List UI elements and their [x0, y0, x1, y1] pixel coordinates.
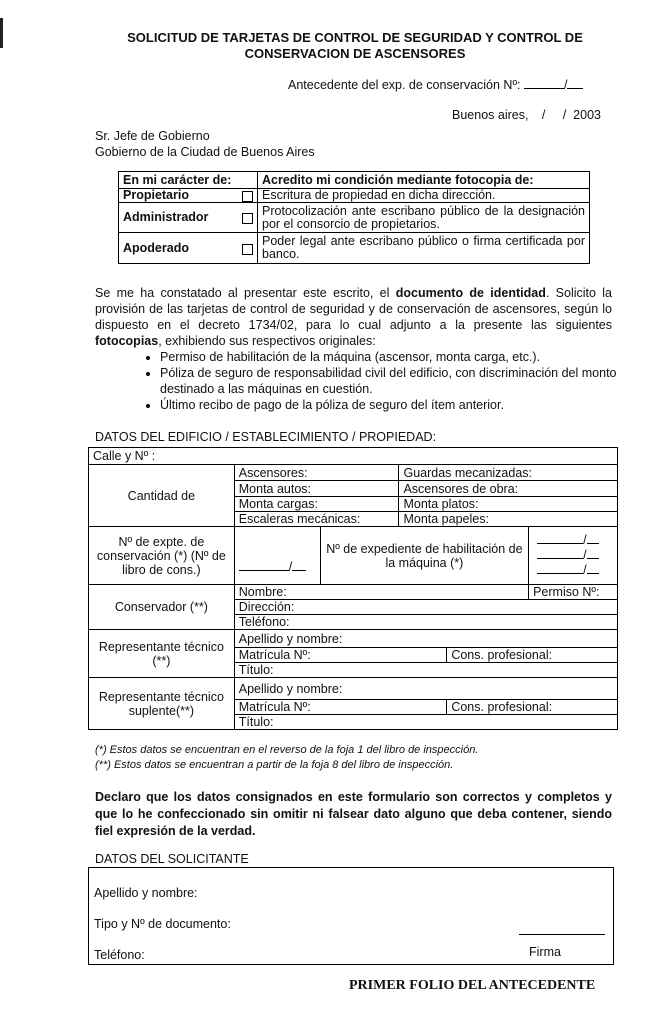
solicitante-documento[interactable]: Tipo y Nº de documento:: [94, 917, 231, 931]
form-title: [100, 30, 610, 62]
rep-sup-apellido[interactable]: Apellido y nombre:: [234, 678, 617, 700]
rep-tecnico-label: Representante técnico (**): [89, 630, 235, 678]
antecedente-blank-2[interactable]: [567, 88, 583, 89]
requisitos-list: [134, 349, 640, 413]
cantidad-ascensores[interactable]: Ascensores:: [234, 465, 399, 481]
rep-sup-titulo[interactable]: Título:: [234, 715, 617, 730]
conservador-nombre[interactable]: Nombre:: [234, 585, 528, 600]
rep-suplente-label: Representante técnico suplente(**): [89, 678, 235, 730]
solicitud-paragraph: Se me ha constatado al presentar este escrito, el documento de identidad. Solicito la provisión de las tarjetas de control de seguridad y de conservación de ascensores, según lo dispuesto en el decreto 1734/02, para lo cual adjunto a la presente las siguientes fotocopias, exhibiendo sus respectivos originales:: [95, 286, 613, 348]
requisito-item: • Permiso de habilitación de la máquina (ascensor, monta carga, etc.).: [160, 349, 640, 365]
role-propietario[interactable]: Propietario: [119, 189, 258, 203]
checkbox-propietario[interactable]: [242, 191, 253, 202]
rep-matricula[interactable]: Matrícula Nº:: [234, 648, 447, 663]
nota-1: (*) Estos datos se encuentran en el reverso de la foja 1 del libro de inspección.: [95, 744, 479, 756]
caracter-header-right: Acredito mi condición mediante fotocopia de:: [258, 172, 590, 189]
habil-fields[interactable]: / / /: [529, 527, 618, 585]
cantidad-monta-papeles[interactable]: Monta papeles:: [399, 512, 618, 527]
conservador-permiso[interactable]: Permiso Nº:: [529, 585, 618, 600]
antecedente-blank-1[interactable]: [524, 88, 564, 89]
doc-apoderado: Poder legal ante escribano público o firma certificada por banco.: [258, 233, 590, 264]
rep-sup-cons[interactable]: Cons. profesional:: [447, 700, 618, 715]
cantidad-monta-platos[interactable]: Monta platos:: [399, 497, 618, 512]
conservador-direccion[interactable]: Dirección:: [234, 600, 617, 615]
cantidad-monta-cargas[interactable]: Monta cargas:: [234, 497, 399, 512]
cantidad-escaleras[interactable]: Escaleras mecánicas:: [234, 512, 399, 527]
role-apoderado[interactable]: Apoderado: [119, 233, 258, 264]
requisito-item: • Último recibo de pago de la póliza de seguro del ítem anterior.: [160, 397, 640, 413]
cantidad-label: Cantidad de: [89, 465, 235, 527]
notas: [95, 743, 478, 773]
doc-propietario: Escritura de propiedad en dicha dirección.: [258, 189, 590, 203]
page-edge-mark: [0, 18, 3, 48]
antecedente-line: Antecedente del exp. de conservación Nº: /: [288, 78, 583, 92]
fecha-valor[interactable]: / / 2003: [541, 108, 601, 122]
cantidad-guardas[interactable]: Guardas mecanizadas:: [399, 465, 618, 481]
role-administrador[interactable]: Administrador: [119, 203, 258, 233]
cantidad-monta-autos[interactable]: Monta autos:: [234, 481, 399, 497]
solicitante-apellido[interactable]: Apellido y nombre:: [94, 886, 198, 900]
caracter-header-left: En mi carácter de:: [119, 172, 258, 189]
destinatario-line-1: Sr. Jefe de Gobierno: [95, 129, 210, 143]
expte-field[interactable]: /: [234, 527, 320, 585]
rep-apellido[interactable]: Apellido y nombre:: [234, 630, 617, 648]
expte-label: Nº de expte. de conservación (*) (Nº de libro de cons.): [89, 527, 235, 585]
declaracion: Declaro que los datos consignados en este formulario son correctos y completos y que lo he confeccionado sin omitir ni falsear dato alguno que deba contener, siendo fiel expresión de la verdad.: [95, 790, 612, 838]
destinatario-line-2: Gobierno de la Ciudad de Buenos Aires: [95, 145, 315, 159]
pie-folio: PRIMER FOLIO DEL ANTECEDENTE: [349, 978, 596, 993]
conservador-label: Conservador (**): [89, 585, 235, 630]
fecha-line: [452, 108, 601, 122]
rep-cons[interactable]: Cons. profesional:: [447, 648, 618, 663]
habil-label: Nº de expediente de habilitación de la máquina (*): [320, 527, 528, 585]
edificio-table: [88, 447, 618, 730]
calle-field[interactable]: Calle y Nº :: [89, 448, 618, 465]
cantidad-ascensores-obra[interactable]: Ascensores de obra:: [399, 481, 618, 497]
conservador-telefono[interactable]: Teléfono:: [234, 615, 617, 630]
firma-line[interactable]: [519, 934, 605, 935]
solicitante-telefono[interactable]: Teléfono:: [94, 948, 145, 962]
doc-administrador: Protocolización ante escribano público de la designación por el consorcio de propietarios.: [258, 203, 590, 233]
nota-2: (**) Estos datos se encuentran a partir de la foja 8 del libro de inspección.: [95, 759, 454, 771]
fecha-lugar: Buenos aires,: [452, 108, 529, 122]
destinatario: [95, 128, 315, 160]
antecedente-label: Antecedente del exp. de conservación Nº:: [288, 78, 521, 92]
requisito-item: • Póliza de seguro de responsabilidad civil del edificio, con discriminación del monto destinado a las máquinas en cuestión.: [160, 365, 640, 397]
solicitante-heading: DATOS DEL SOLICITANTE: [95, 852, 249, 866]
checkbox-apoderado[interactable]: [242, 244, 253, 255]
caracter-table: [118, 171, 590, 264]
checkbox-administrador[interactable]: [242, 213, 253, 224]
title-line-1: SOLICITUD DE TARJETAS DE CONTROL DE SEGURIDAD Y CONTROL DE: [127, 30, 583, 45]
firma-label: Firma: [529, 945, 561, 959]
solicitante-box: [88, 867, 614, 965]
title-line-2: CONSERVACION DE ASCENSORES: [244, 46, 466, 61]
datos-edificio-heading: DATOS DEL EDIFICIO / ESTABLECIMIENTO / PROPIEDAD:: [95, 430, 437, 444]
rep-sup-matricula[interactable]: Matrícula Nº:: [234, 700, 447, 715]
rep-titulo[interactable]: Título:: [234, 663, 617, 678]
